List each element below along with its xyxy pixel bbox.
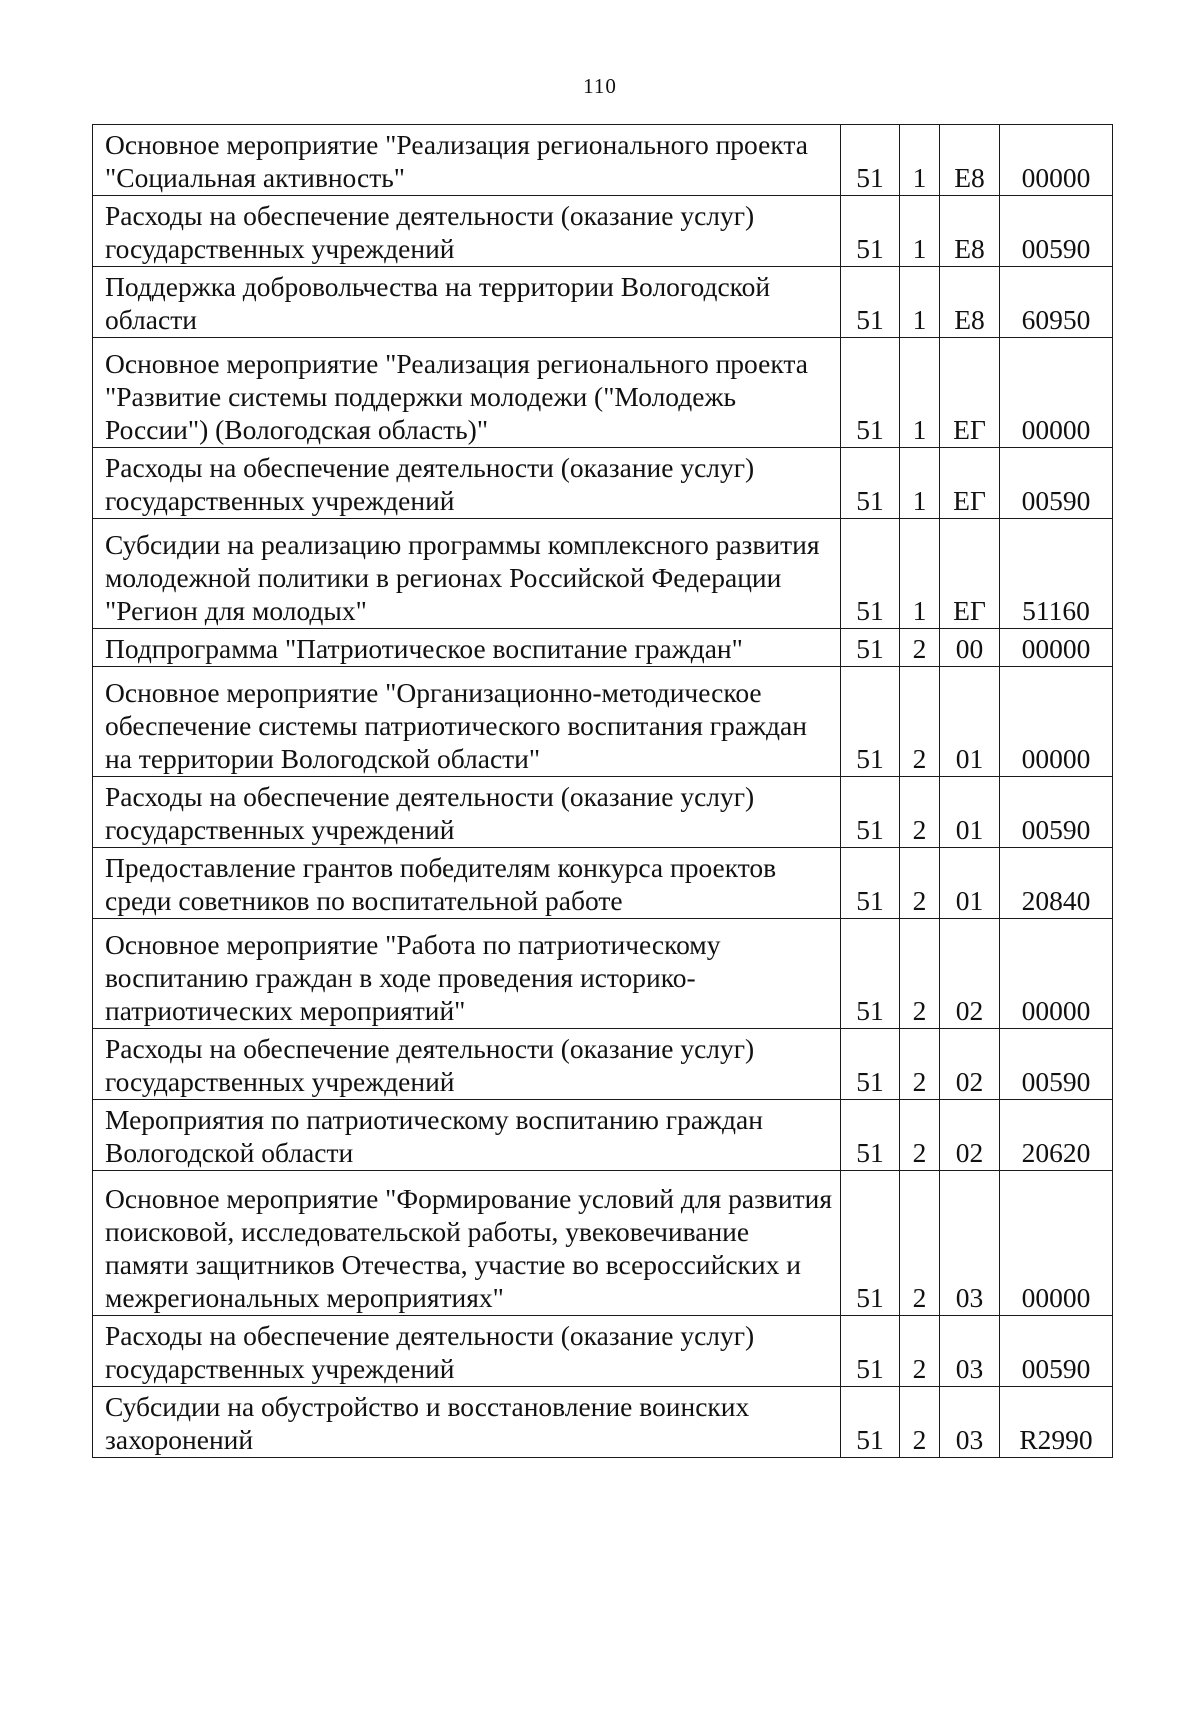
code-part-2-cell: 2 bbox=[900, 1387, 940, 1458]
code-part-1-cell: 51 bbox=[841, 448, 900, 519]
table-row bbox=[93, 125, 1113, 196]
code-part-1-cell: 51 bbox=[841, 1316, 900, 1387]
table-row bbox=[93, 338, 1113, 448]
code-part-3-cell: ЕГ bbox=[940, 338, 1000, 448]
table-row bbox=[93, 667, 1113, 777]
code-part-3-cell: 01 bbox=[940, 848, 1000, 919]
code-part-4-cell: 00590 bbox=[1000, 448, 1113, 519]
table-row bbox=[93, 848, 1113, 919]
table-row bbox=[93, 629, 1113, 667]
code-part-3-cell: 02 bbox=[940, 1100, 1000, 1171]
table-row bbox=[93, 777, 1113, 848]
code-part-1-cell: 51 bbox=[841, 848, 900, 919]
code-part-1-cell: 51 bbox=[841, 1100, 900, 1171]
code-part-2-cell: 1 bbox=[900, 519, 940, 629]
expense-name-cell: Основное мероприятие "Формирование условий для развития поисковой, исследовательской работы, увековечивание памяти защитников Отечества, участие во всероссийских и межрегиональных мероприятиях" bbox=[93, 1171, 841, 1316]
code-part-3-cell: 03 bbox=[940, 1316, 1000, 1387]
code-part-4-cell: 00590 bbox=[1000, 777, 1113, 848]
table-row bbox=[93, 1100, 1113, 1171]
code-part-4-cell: 00000 bbox=[1000, 667, 1113, 777]
code-part-3-cell: 01 bbox=[940, 667, 1000, 777]
code-part-4-cell: 51160 bbox=[1000, 519, 1113, 629]
code-part-3-cell: 01 bbox=[940, 777, 1000, 848]
code-part-1-cell: 51 bbox=[841, 267, 900, 338]
expense-name-cell: Подпрограмма "Патриотическое воспитание граждан" bbox=[93, 629, 841, 667]
code-part-2-cell: 2 bbox=[900, 1100, 940, 1171]
code-part-3-cell: Е8 bbox=[940, 196, 1000, 267]
code-part-3-cell: ЕГ bbox=[940, 448, 1000, 519]
code-part-3-cell: 02 bbox=[940, 919, 1000, 1029]
code-part-1-cell: 51 bbox=[841, 519, 900, 629]
code-part-2-cell: 2 bbox=[900, 1029, 940, 1100]
code-part-3-cell: 03 bbox=[940, 1387, 1000, 1458]
code-part-4-cell: 00000 bbox=[1000, 1171, 1113, 1316]
table-row bbox=[93, 1171, 1113, 1316]
expense-name-cell: Расходы на обеспечение деятельности (оказание услуг) государственных учреждений bbox=[93, 448, 841, 519]
code-part-2-cell: 1 bbox=[900, 448, 940, 519]
code-part-2-cell: 2 bbox=[900, 848, 940, 919]
code-part-2-cell: 1 bbox=[900, 196, 940, 267]
table-row bbox=[93, 1316, 1113, 1387]
table-row bbox=[93, 1029, 1113, 1100]
expense-name-cell: Расходы на обеспечение деятельности (оказание услуг) государственных учреждений bbox=[93, 777, 841, 848]
code-part-3-cell: ЕГ bbox=[940, 519, 1000, 629]
code-part-1-cell: 51 bbox=[841, 629, 900, 667]
expense-name-cell: Расходы на обеспечение деятельности (оказание услуг) государственных учреждений bbox=[93, 196, 841, 267]
expense-name-cell: Субсидии на обустройство и восстановление воинских захоронений bbox=[93, 1387, 841, 1458]
code-part-2-cell: 2 bbox=[900, 629, 940, 667]
code-part-2-cell: 2 bbox=[900, 667, 940, 777]
page-number: 110 bbox=[583, 74, 617, 98]
budget-classification-table bbox=[92, 124, 1113, 1458]
expense-name-cell: Основное мероприятие "Организационно-методическое обеспечение системы патриотического воспитания граждан на территории Вологодской области" bbox=[93, 667, 841, 777]
code-part-2-cell: 2 bbox=[900, 1316, 940, 1387]
table-row bbox=[93, 519, 1113, 629]
expense-name-cell: Расходы на обеспечение деятельности (оказание услуг) государственных учреждений bbox=[93, 1316, 841, 1387]
table-row bbox=[93, 448, 1113, 519]
code-part-2-cell: 2 bbox=[900, 1171, 940, 1316]
expense-name-cell: Расходы на обеспечение деятельности (оказание услуг) государственных учреждений bbox=[93, 1029, 841, 1100]
code-part-1-cell: 51 bbox=[841, 919, 900, 1029]
table-row bbox=[93, 919, 1113, 1029]
table-row bbox=[93, 1387, 1113, 1458]
code-part-2-cell: 2 bbox=[900, 777, 940, 848]
code-part-4-cell: 00000 bbox=[1000, 338, 1113, 448]
code-part-1-cell: 51 bbox=[841, 196, 900, 267]
expense-name-cell: Основное мероприятие "Реализация регионального проекта "Развитие системы поддержки молодежи ("Молодежь России") (Вологодская область)" bbox=[93, 338, 841, 448]
code-part-4-cell: 60950 bbox=[1000, 267, 1113, 338]
code-part-4-cell: 00000 bbox=[1000, 125, 1113, 196]
code-part-4-cell: 20620 bbox=[1000, 1100, 1113, 1171]
code-part-1-cell: 51 bbox=[841, 125, 900, 196]
expense-name-cell: Основное мероприятие "Работа по патриотическому воспитанию граждан в ходе проведения историко-патриотических мероприятий" bbox=[93, 919, 841, 1029]
code-part-1-cell: 51 bbox=[841, 1029, 900, 1100]
code-part-1-cell: 51 bbox=[841, 1387, 900, 1458]
code-part-3-cell: 02 bbox=[940, 1029, 1000, 1100]
code-part-4-cell: 20840 bbox=[1000, 848, 1113, 919]
code-part-1-cell: 51 bbox=[841, 667, 900, 777]
expense-name-cell: Мероприятия по патриотическому воспитанию граждан Вологодской области bbox=[93, 1100, 841, 1171]
code-part-3-cell: Е8 bbox=[940, 267, 1000, 338]
table-row bbox=[93, 196, 1113, 267]
code-part-1-cell: 51 bbox=[841, 777, 900, 848]
code-part-4-cell: 00590 bbox=[1000, 1029, 1113, 1100]
expense-name-cell: Основное мероприятие "Реализация регионального проекта "Социальная активность" bbox=[93, 125, 841, 196]
code-part-2-cell: 1 bbox=[900, 125, 940, 196]
code-part-3-cell: 00 bbox=[940, 629, 1000, 667]
code-part-2-cell: 2 bbox=[900, 919, 940, 1029]
expense-name-cell: Поддержка добровольчества на территории Вологодской области bbox=[93, 267, 841, 338]
code-part-1-cell: 51 bbox=[841, 1171, 900, 1316]
code-part-1-cell: 51 bbox=[841, 338, 900, 448]
expense-name-cell: Субсидии на реализацию программы комплексного развития молодежной политики в регионах Российской Федерации "Регион для молодых" bbox=[93, 519, 841, 629]
code-part-4-cell: 00590 bbox=[1000, 1316, 1113, 1387]
code-part-4-cell: 00590 bbox=[1000, 196, 1113, 267]
code-part-3-cell: 03 bbox=[940, 1171, 1000, 1316]
code-part-2-cell: 1 bbox=[900, 338, 940, 448]
code-part-4-cell: 00000 bbox=[1000, 919, 1113, 1029]
table-row bbox=[93, 267, 1113, 338]
code-part-4-cell: R2990 bbox=[1000, 1387, 1113, 1458]
expense-name-cell: Предоставление грантов победителям конкурса проектов среди советников по воспитательной работе bbox=[93, 848, 841, 919]
code-part-2-cell: 1 bbox=[900, 267, 940, 338]
code-part-4-cell: 00000 bbox=[1000, 629, 1113, 667]
code-part-3-cell: Е8 bbox=[940, 125, 1000, 196]
